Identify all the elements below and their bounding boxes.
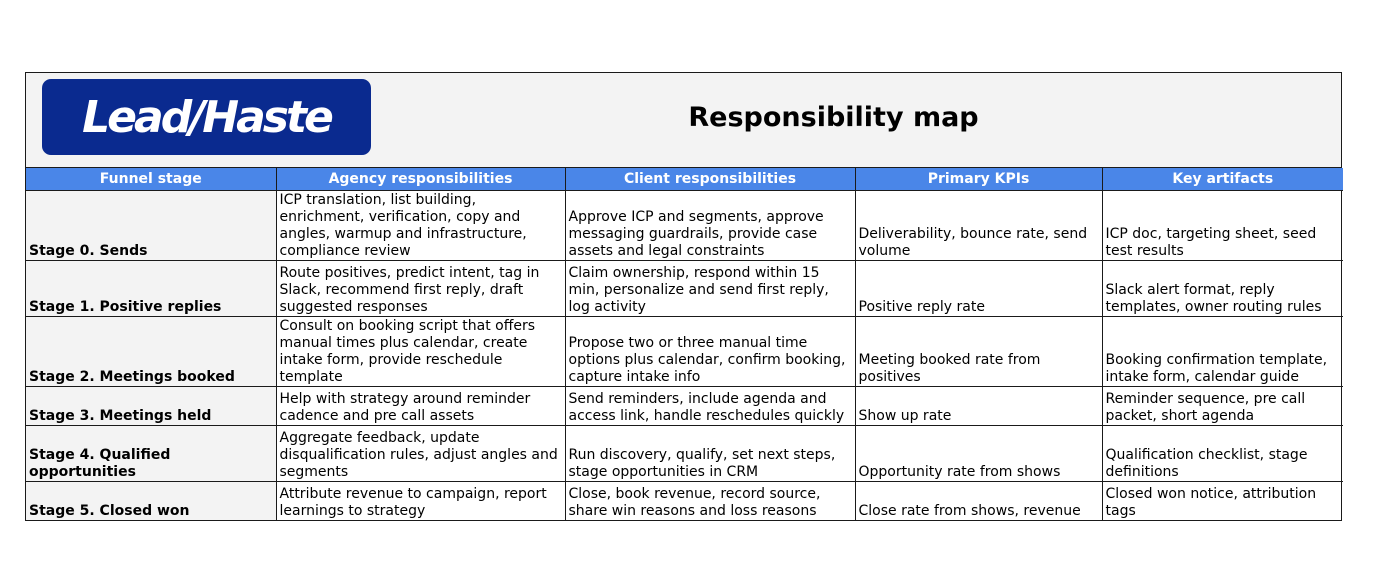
artifact-cell: Booking confirmation template, intake form, calendar guide — [1102, 317, 1343, 387]
table-header-row — [26, 168, 1343, 191]
column-header-kpis: Primary KPIs — [855, 168, 1102, 191]
agency-cell: Aggregate feedback, update disqualification rules, adjust angles and segments — [276, 426, 565, 482]
agency-cell: Attribute revenue to campaign, report learnings to strategy — [276, 482, 565, 520]
client-cell: Propose two or three manual time options plus calendar, confirm booking, capture intake info — [565, 317, 855, 387]
kpi-cell: Opportunity rate from shows — [855, 426, 1102, 482]
client-cell: Claim ownership, respond within 15 min, personalize and send first reply, log activity — [565, 261, 855, 317]
artifact-cell: Slack alert format, reply templates, owner routing rules — [1102, 261, 1343, 317]
page-title: Responsibility map — [688, 102, 979, 133]
kpi-cell: Show up rate — [855, 387, 1102, 426]
stage-cell: Stage 5. Closed won — [26, 482, 276, 520]
table-row — [26, 482, 1343, 520]
artifact-cell: Closed won notice, attribution tags — [1105, 485, 1317, 519]
stage-cell: Stage 0. Sends — [26, 191, 276, 261]
client-cell: Approve ICP and segments, approve messaging guardrails, provide case assets and legal constraints — [565, 191, 855, 261]
sheet-header — [26, 73, 1341, 168]
table-row — [26, 317, 1343, 387]
column-header-agency: Agency responsibilities — [276, 168, 565, 191]
kpi-cell: Meeting booked rate from positives — [855, 317, 1102, 387]
logo-text: Lead/Haste — [82, 91, 331, 143]
agency-cell: Consult on booking script that offers manual times plus calendar, create intake form, provide reschedule template — [276, 317, 565, 387]
kpi-cell: Close rate from shows, revenue — [855, 482, 1102, 520]
agency-cell: ICP translation, list building, enrichment, verification, copy and angles, warmup and infrastructure, compliance review — [276, 191, 565, 261]
client-cell: Close, book revenue, record source, share win reasons and loss reasons — [565, 482, 855, 520]
stage-cell: Stage 4. Qualified opportunities — [26, 426, 276, 482]
stage-cell: Stage 1. Positive replies — [26, 261, 276, 317]
column-header-funnel-stage: Funnel stage — [26, 168, 276, 191]
agency-cell: Help with strategy around reminder cadence and pre call assets — [276, 387, 565, 426]
responsibility-sheet — [25, 72, 1342, 521]
artifact-cell: ICP doc, targeting sheet, seed test results — [1102, 191, 1343, 261]
client-cell: Send reminders, include agenda and access link, handle reschedules quickly — [565, 387, 855, 426]
table-row — [26, 387, 1343, 426]
responsibility-table — [26, 168, 1343, 520]
kpi-cell: Positive reply rate — [855, 261, 1102, 317]
artifact-cell: Qualification checklist, stage definitions — [1102, 426, 1343, 482]
leadhaste-logo — [42, 79, 371, 155]
client-cell: Run discovery, qualify, set next steps, stage opportunities in CRM — [565, 426, 855, 482]
column-header-client: Client responsibilities — [565, 168, 855, 191]
column-header-artifacts: Key artifacts — [1102, 168, 1343, 191]
table-row — [26, 426, 1343, 482]
table-row — [26, 261, 1343, 317]
stage-cell: Stage 2. Meetings booked — [26, 317, 276, 387]
artifact-cell: Reminder sequence, pre call packet, short agenda — [1102, 387, 1343, 426]
stage-cell: Stage 3. Meetings held — [26, 387, 276, 426]
agency-cell: Route positives, predict intent, tag in Slack, recommend first reply, draft suggested responses — [276, 261, 565, 317]
table-row — [26, 191, 1343, 261]
kpi-cell: Deliverability, bounce rate, send volume — [855, 191, 1102, 261]
